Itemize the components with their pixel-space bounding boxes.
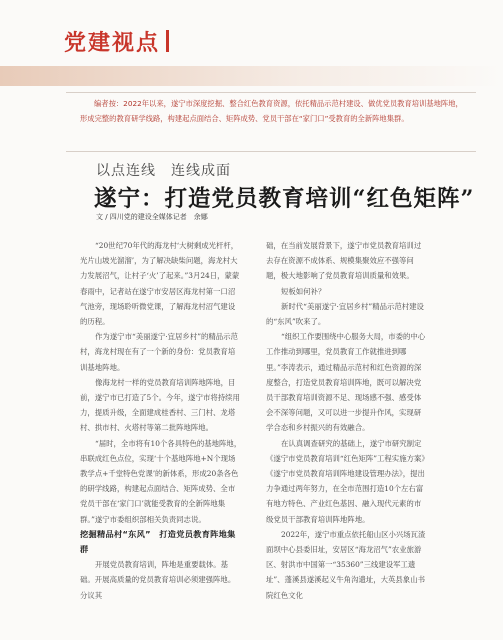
article-column-left	[80, 238, 242, 603]
body-paragraph: 开展党员教育培训，阵地是重要载体。基础。开展高质量的党员教育培训必须建强阵地。分议其	[80, 560, 236, 600]
headline: 遂宁：打造党员教育培训“红色矩阵”	[94, 186, 475, 212]
body-paragraph: “20世纪70年代的海龙村‘大树剩成光杆杆，光片山坡光溜溜’，为了解决缺柴问题，海龙村大力发展沼气，让村子‘火’了起来。”3月24日，蒙蒙春雨中，记者站在遂宁市安居区海龙村第一口沼气池旁，现场聆听微党课，了解海龙村沼气建设的历程。	[80, 241, 240, 327]
body-paragraph: 2022年，遂宁市重点依托船山区小兴场瓦渣面坝中心县委旧址，安居区“海龙沼气”农业旅游区、射洪市中国第一“35360”三线建设军工遗址”、蓬溪县遂溪起义牛角沟遗址，大英县象山书院红色文化	[266, 529, 426, 600]
article-column-right	[266, 238, 428, 603]
section-title: 党建视点	[64, 30, 161, 56]
editor-note: 编者按：2022年以来，遂宁市深度挖掘、整合红色教育资源，依托精品示范村建设、做优党员教育培训基地阵地，形成完整的教育研学线路，构建起点面结合、矩阵成势、党员干部在“家门口”受教育的全新阵地集群。	[80, 99, 463, 123]
body-paragraph: 像海龙村一样的党员教育培训阵地阵地，目前，遂宁市已打造了5个。今年，遂宁市将持续用力，提质升级，全面建成桂香村、三门村、龙塔村、拱市村、火塔村等第二批阵地阵地。	[80, 377, 240, 433]
body-paragraph: 础，在当前发展背景下，遂宁市党员教育培训过去存在资源不成体系、规模集聚效应不强等问题，极大地影响了党员教育培训质量和效果。	[266, 241, 422, 281]
section-header	[64, 24, 169, 58]
body-paragraph: “届时，全市将有10个各具特色的基地阵地，串联成红色点位，实现‘十个基地阵地+N个现场教学点+千堂特色党课’的新体系，形成20条各色的研学线路，构建起点面结合、矩阵成势、全市党员干部在‘家门口’就能受教育的全新阵地集群。”遂宁市委组织部相关负责同志说。	[80, 438, 242, 524]
decorative-gradient-band	[0, 66, 503, 86]
body-paragraph: 在认真调查研究的基础上，遂宁市研究制定《遂宁市党员教育培训“红色矩阵”工程实施方案》《遂宁市党员教育培训阵地建设管理办法》，提出力争通过两年努力，在全市范围打造10个左右富有地方特色、产业红色基因、融入现代元素的市级党员干部教育培训阵地阵地。	[266, 438, 426, 524]
body-paragraph: 短板如何补？	[281, 286, 326, 296]
byline: 文 / 四川党的建设全媒体记者 余娜	[96, 213, 208, 221]
section-title-bar	[166, 30, 169, 52]
body-paragraph: “组织工作要围绕中心服务大局，市委的中心工作推动到哪里，党员教育工作就推进到哪里。”李涛表示，通过精品示范村和红色资源的深度整合，打造党员教育培训阵地，既可以解决党员干部教育培训资源不足、现场感不强、感受体会不深等问题，又可以进一步提升作风，实现研学合态和乡村振兴的有效融合。	[266, 332, 426, 433]
kicker: 以点连线 连线成面	[96, 163, 231, 179]
body-paragraph: 新时代“美丽遂宁·宜居乡村”精品示范村建设的“东风”吹来了。	[266, 301, 424, 327]
subheading: 挖掘精品村“东风” 打造党员教育阵地集群	[80, 528, 236, 555]
body-paragraph: 作为遂宁市“美丽遂宁·宜居乡村”的精品示范村，海龙村现在有了一个新的身份：党员教育培训基地阵地。	[80, 332, 238, 372]
